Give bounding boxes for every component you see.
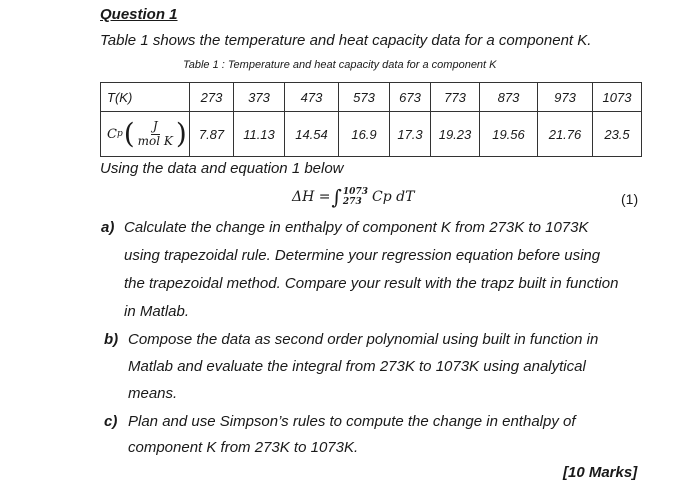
heat-capacity-cell: 21.76 <box>538 112 593 157</box>
part-a-line: in Matlab. <box>124 303 190 320</box>
temperature-cell: 973 <box>538 83 593 112</box>
heat-capacity-cell: 14.54 <box>285 112 339 157</box>
unit-numerator: J <box>152 118 158 133</box>
enthalpy-equation <box>292 185 414 209</box>
upper-limit: 1073 <box>342 186 368 197</box>
temperature-cell: 773 <box>431 83 480 112</box>
temperature-cell: 1073 <box>593 83 642 112</box>
cp-symbol: C <box>107 126 117 142</box>
unit-fraction <box>136 120 175 149</box>
heat-capacity-cell: 19.23 <box>431 112 480 157</box>
temperature-cell: 473 <box>285 83 339 112</box>
cp-subscript: p <box>116 129 123 139</box>
heat-capacity-cell: 17.3 <box>390 112 431 157</box>
temperature-cell: 273 <box>190 83 234 112</box>
temperature-header: T(K) <box>101 83 190 112</box>
lower-limit: 273 <box>342 197 362 207</box>
heat-capacity-cell: 23.5 <box>593 112 642 157</box>
integral-limits <box>343 187 368 208</box>
heat-capacity-row <box>101 112 642 157</box>
temperature-cell: 373 <box>234 83 285 112</box>
heat-capacity-cell: 7.87 <box>190 112 234 157</box>
part-c-line: Plan and use Simpson’s rules to compute the change in enthalpy of <box>128 413 576 430</box>
part-b-line: Compose the data as second order polynomial using built in function in <box>128 331 599 348</box>
part-a-letter: a) <box>101 219 115 236</box>
part-b-line: Matlab and evaluate the integral from 273K to 1073K using analytical <box>128 358 586 375</box>
equation-lhs: ΔH = <box>292 189 331 205</box>
part-a-line: using trapezoidal rule. Determine your regression equation before using <box>124 247 601 264</box>
question-title: Question 1 <box>100 6 178 23</box>
heat-capacity-cell: 19.56 <box>480 112 538 157</box>
part-b-letter: b) <box>104 331 119 348</box>
temperature-row <box>101 83 642 112</box>
equation-number: (1) <box>621 191 639 207</box>
using-text: Using the data and equation 1 below <box>100 160 344 177</box>
temperature-cell: 873 <box>480 83 538 112</box>
intro-text: Table 1 shows the temperature and heat capacity data for a component K. <box>100 32 592 49</box>
temperature-cell: 573 <box>339 83 390 112</box>
integral-sign: ∫ <box>331 185 342 209</box>
part-c-line: component K from 273K to 1073K. <box>128 439 359 456</box>
part-a-line: the trapezoidal method. Compare your result with the trapz built in function <box>124 275 619 292</box>
heat-capacity-cell: 11.13 <box>234 112 285 157</box>
heat-capacity-header: C p ( $\frac{J}{\text{mol K}}$ ) <box>101 112 190 157</box>
heat-capacity-cell: 16.9 <box>339 112 390 157</box>
part-a-line: Calculate the change in enthalpy of component K from 273K to 1073K <box>124 219 589 236</box>
part-b-line: means. <box>128 385 178 402</box>
equation-integrand: Cp dT <box>371 189 415 205</box>
part-c-letter: c) <box>104 413 118 430</box>
temperature-cell: 673 <box>390 83 431 112</box>
data-table <box>100 82 642 157</box>
unit-denominator: mol K <box>137 133 173 148</box>
marks-label: [10 Marks] <box>563 464 638 481</box>
table-caption: Table 1 : Temperature and heat capacity data for a component K <box>183 59 497 71</box>
